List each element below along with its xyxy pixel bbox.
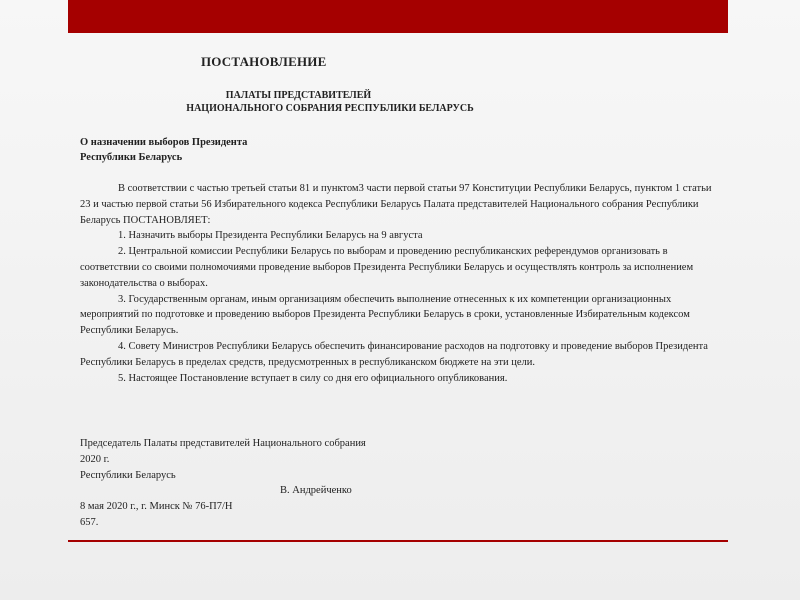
subject-line-1: О назначении выборов Президента: [80, 137, 248, 148]
signature-position-line-3: Республики Беларусь: [80, 469, 176, 481]
footer-accent-rule: [68, 540, 728, 542]
item-paragraph-2: 2. Центральной комиссии Республики Беларусь по выборам и проведению республиканских референдумов организовать в соответствии со своими полномочиями проведение выборов Президента Республики Беларусь и осуществлять контроль за исполнением законодательства о выборах.: [80, 246, 694, 289]
signature-position-line-2: 2020 г.: [80, 453, 110, 465]
issuer-line-1: ПАЛАТЫ ПРЕДСТАВИТЕЛЕЙ: [225, 90, 372, 101]
preamble-paragraph: В соответствии с частью третьей статьи 81 и пунктом3 части первой статьи 97 Конституции Республики Беларусь, пунктом 1 статьи 23 и частью первой статьи 56 Избирательного кодекса Республики Беларусь Палата представителей Национального собрания Республики Беларусь ПОСТАНОВЛЯЕТ:: [80, 183, 712, 226]
document-date-number: 8 мая 2020 г., г. Минск № 76-П7/Н: [80, 501, 233, 513]
issuer-block: [160, 89, 560, 115]
signature-block: [80, 436, 720, 531]
document-subject: [80, 135, 247, 165]
document-number-tail: 657.: [80, 516, 99, 528]
subject-line-2: Республики Беларусь: [80, 152, 183, 163]
item-paragraph-4: 4. Совету Министров Республики Беларусь обеспечить финансирование расходов на подготовку и проведение выборов Президента Республики Беларусь в пределах средств, предусмотренных в республиканском бюджете на эти цели.: [80, 340, 708, 368]
item-paragraph-1: 1. Назначить выборы Президента Республики Беларусь на 9 августа: [118, 230, 423, 242]
signer-name: В. Андрейченко: [280, 485, 352, 497]
header-accent-bar: [68, 0, 728, 33]
issuer-line-2: НАЦИОНАЛЬНОГО СОБРАНИЯ РЕСПУБЛИКИ БЕЛАРУСЬ: [186, 103, 474, 114]
item-paragraph-5: 5. Настоящее Постановление вступает в силу со дня его официального опубликования.: [118, 372, 508, 384]
document-body: [80, 181, 720, 386]
signature-position-line-1: Председатель Палаты представителей Национального собрания: [80, 438, 366, 449]
document-title: ПОСТАНОВЛЕНИЕ: [201, 54, 327, 69]
item-paragraph-3: 3. Государственным органам, иным организациям обеспечить выполнение отнесенных к их компетенции организационных мероприятий по подготовке и проведению выборов Президента Республики Беларусь в сроки, установленные Избирательным кодексом Республики Беларусь.: [80, 293, 690, 337]
